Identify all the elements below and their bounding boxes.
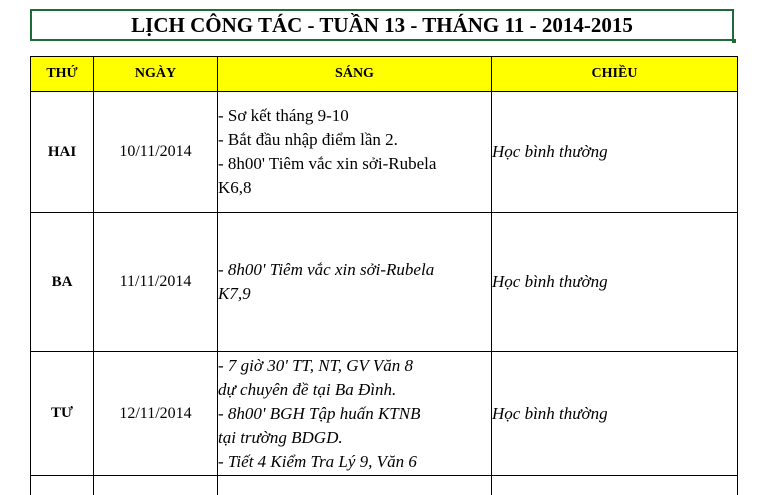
morning-line: - 8h00' Tiêm vắc xin sởi-Rubela: [218, 154, 437, 173]
afternoon-cell[interactable]: Học bình thường: [492, 92, 738, 213]
afternoon-cell[interactable]: Học bình thường: [492, 213, 738, 352]
cell-selection-handle[interactable]: [732, 39, 736, 43]
morning-line: - 8h00' Tiêm vắc xin sởi-Rubela: [218, 260, 435, 279]
day-cell[interactable]: BA: [31, 213, 94, 352]
morning-line: tại trường BDGD.: [218, 427, 343, 447]
afternoon-cell[interactable]: [492, 476, 738, 495]
date-cell[interactable]: 12/11/2014: [94, 352, 218, 476]
date-cell[interactable]: [94, 476, 218, 495]
day-cell[interactable]: TƯ: [31, 352, 94, 476]
header-ngay: NGÀY: [94, 57, 218, 92]
morning-cell[interactable]: [218, 213, 492, 352]
header-row: [31, 57, 738, 92]
morning-line: - Sơ kết tháng 9-10: [218, 106, 349, 125]
morning-line: - 8h00' BGH Tập huấn KTNB: [218, 403, 421, 423]
morning-line: dự chuyên đề tại Ba Đình.: [218, 379, 397, 399]
morning-cell[interactable]: [218, 476, 492, 495]
table-row: [31, 476, 738, 495]
date-cell[interactable]: 11/11/2014: [94, 213, 218, 352]
table-row: [31, 352, 738, 476]
morning-line: K6,8: [218, 178, 252, 197]
date-cell[interactable]: 10/11/2014: [94, 92, 218, 213]
day-cell[interactable]: [31, 476, 94, 495]
table-row: [31, 213, 738, 352]
header-chieu: CHIỀU: [492, 57, 738, 92]
header-thu: THỨ: [31, 57, 94, 92]
table-row: [31, 92, 738, 213]
morning-cell[interactable]: [218, 92, 492, 213]
afternoon-cell[interactable]: Học bình thường: [492, 352, 738, 476]
header-sang: SÁNG: [218, 57, 492, 92]
morning-line: - Tiết 4 Kiểm Tra Lý 9, Văn 6: [218, 451, 417, 471]
day-cell[interactable]: HAI: [31, 92, 94, 213]
morning-cell[interactable]: [218, 352, 492, 476]
page-title: LỊCH CÔNG TÁC - TUẦN 13 - THÁNG 11 - 2014-2015: [30, 9, 734, 41]
morning-line: K7,9: [218, 284, 251, 303]
morning-line: - Bắt đầu nhập điểm lần 2.: [218, 130, 398, 149]
morning-line: - 7 giờ 30' TT, NT, GV Văn 8: [218, 355, 414, 375]
schedule-table: [30, 56, 738, 495]
